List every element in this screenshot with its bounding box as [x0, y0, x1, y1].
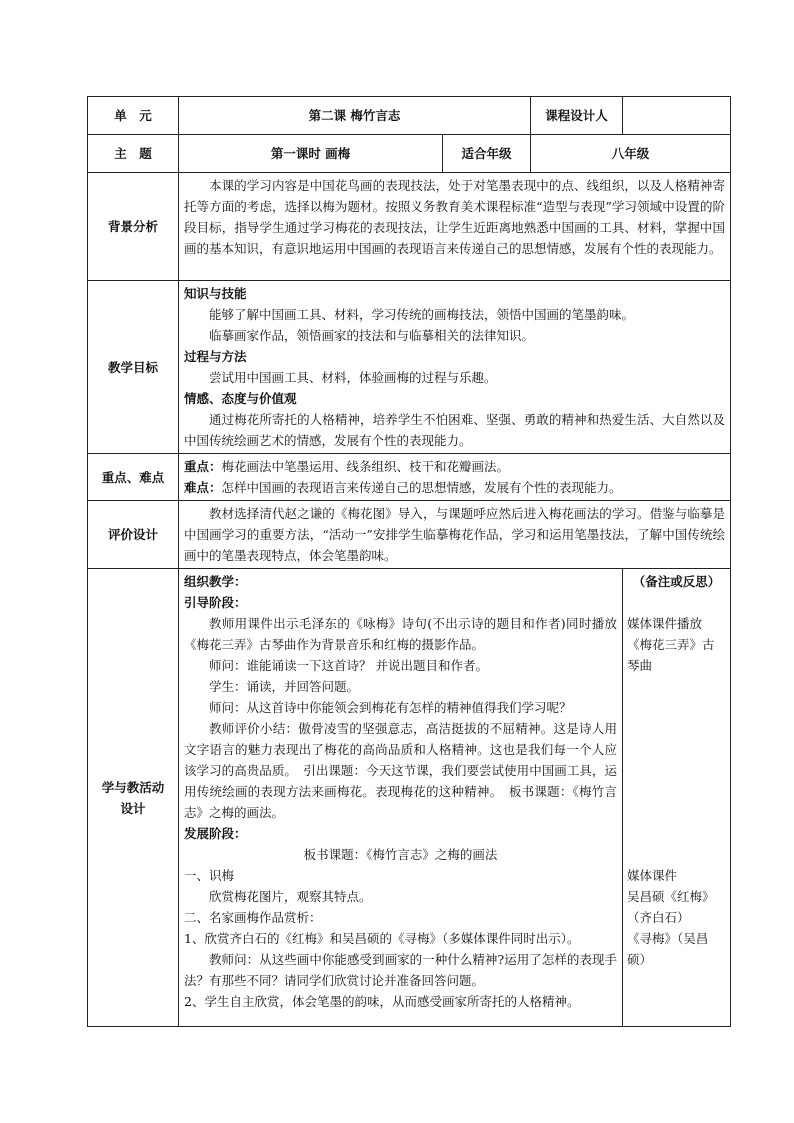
dev-board-title: 板书课题：《梅竹言志》之梅的画法	[303, 847, 498, 862]
background-row	[88, 173, 731, 281]
evaluation-label: 评价设计	[88, 501, 179, 569]
goals-cell	[179, 281, 731, 454]
organize-heading: 组织教学：	[184, 574, 247, 589]
keypoints-row	[88, 454, 731, 501]
dev-step-2: 二、名家画梅作品赏析：	[184, 910, 322, 925]
lead-paragraph-5: 教师评价小结：傲骨凌雪的坚强意志，高洁挺拔的不屈精神。这是诗人用文字语言的魅力表现出了梅花的高尚品质和人格精神。这也是我们每一个人应该学习的高贵品质。 引出课题：今天这节课，我们要尝试使用中国画工具，运用传统绘画的表现方法来画梅花。表现梅花的这种精神。 板书课题：《梅竹言志》之梅的画法。	[184, 721, 618, 820]
keypoint-1	[184, 456, 725, 477]
designer-value	[623, 97, 731, 135]
keypoints-cell	[179, 454, 731, 501]
lead-paragraph-3: 学生：诵读，并回答问题。	[209, 679, 360, 694]
goals-heading-attitude: 情感、态度与价值观	[184, 391, 297, 406]
goals-knowledge-2: 临摹画家作品，领悟画家的技法和与临摹相关的法律知识。	[209, 328, 535, 343]
notes-title: （备注或反思）	[632, 574, 721, 589]
unit-row	[88, 97, 731, 135]
topic-value: 第一课时 画梅	[179, 135, 443, 173]
dev-step-1: 一、识梅	[184, 868, 235, 883]
goals-process-1: 尝试用中国画工具、材料，体验画梅的过程与乐趣。	[209, 370, 497, 385]
goals-heading-knowledge: 知识与技能	[184, 286, 247, 301]
lesson-plan-table	[87, 96, 731, 1027]
activities-cell	[179, 569, 623, 1027]
activities-label	[88, 569, 179, 1027]
evaluation-text: 教材选择清代赵之谦的《梅花图》导入，与课题呼应然后进入梅花画法的学习。借鉴与临摹是中国画学习的重要方法，“活动一”安排学生临摹梅花作品，学习和运用笔墨技法，了解中国传统绘画中的笔墨表现特点，体会笔墨韵味。	[184, 506, 726, 563]
topic-row	[88, 135, 731, 173]
note-media-2-line1: 媒体课件	[627, 868, 678, 883]
lead-heading: 引导阶段：	[184, 595, 247, 610]
topic-label: 主 题	[88, 135, 179, 173]
grade-label: 适合年级	[443, 135, 531, 173]
note-media-2-line3: （齐白石）	[627, 910, 690, 925]
goals-knowledge-1: 能够了解中国画工具、材料，学习传统的画梅技法，领悟中国画的笔墨韵味。	[209, 307, 635, 322]
keypoint-2-head: 难点：	[184, 480, 222, 495]
background-text: 本课的学习内容是中国花鸟画的表现技法，处于对笔墨表现中的点、线组织，以及人格精神寄托等方面的考虑，选择以梅为题材。按照义务教育美术课程标准“造型与表现”学习领域中设置的阶段目标，指导学生通过学习梅花的表现技法，让学生近距离地熟悉中国画的工具、材料，掌握中国画的基本知识，有意识地运用中国画的表现语言来传递自己的思想情感，发展有个性的表现能力。	[184, 178, 726, 256]
keypoint-2-text: 怎样中国画的表现语言来传递自己的思想情感，发展有个性的表现能力。	[221, 480, 622, 495]
lead-paragraph-1: 教师用课件出示毛泽东的《咏梅》诗句(不出示诗的题目和作者)同时播放《梅花三弄》古琴曲作为背景音乐和红梅的摄影作品。	[184, 616, 618, 652]
goals-attitude-1: 通过梅花所寄托的人格精神，培养学生不怕困难、坚强、勇敢的精神和热爱生活、大自然以及中国传统绘画艺术的情感，发展有个性的表现能力。	[184, 412, 726, 448]
grade-value: 八年级	[531, 135, 731, 173]
dev-step-2-item-2: 2、学生自主欣赏，体会笔墨的韵味，从而感受画家所寄托的人格精神。	[184, 994, 580, 1009]
notes-cell	[623, 569, 731, 1027]
designer-label: 课程设计人	[531, 97, 623, 135]
goals-row	[88, 281, 731, 454]
note-media-1: 媒体课件播放《梅花三弄》古琴曲	[627, 616, 715, 673]
keypoint-2	[184, 477, 725, 498]
dev-step-2-question: 教师问：从这些画中你能感受到画家的一种什么精神?运用了怎样的表现手法？有那些不同？请同学们欣赏讨论并准备回答问题。	[184, 952, 618, 988]
goals-heading-process: 过程与方法	[184, 349, 247, 364]
lead-paragraph-4: 师问：从这首诗中你能领会到梅花有怎样的精神值得我们学习呢？	[209, 700, 572, 715]
evaluation-row	[88, 501, 731, 569]
lead-paragraph-2: 师问：谁能诵读一下这首诗？ 并说出题目和作者。	[209, 658, 488, 673]
background-cell	[179, 173, 731, 281]
dev-step-2-item-1: 1、欣赏齐白石的《红梅》和吴昌硕的《寻梅》（多媒体课件同时出示）。	[184, 931, 580, 946]
keypoint-1-head: 重点：	[184, 459, 222, 474]
keypoint-1-text: 梅花画法中笔墨运用、线条组织、枝干和花瓣画法。	[221, 459, 510, 474]
activities-label-line2: 设计	[120, 800, 146, 816]
goals-label: 教学目标	[88, 281, 179, 454]
dev-step-1-text: 欣赏梅花图片，观察其特点。	[209, 889, 372, 904]
activities-row	[88, 569, 731, 1027]
note-media-2-line2: 吴昌硕《红梅》	[627, 889, 715, 904]
note-media-2-line4: 《寻梅》（吴昌硕）	[627, 931, 709, 967]
keypoints-label: 重点、难点	[88, 454, 179, 501]
evaluation-cell	[179, 501, 731, 569]
dev-heading: 发展阶段：	[184, 826, 247, 841]
activities-label-line1: 学与教活动	[101, 779, 165, 795]
unit-value: 第二课 梅竹言志	[179, 97, 531, 135]
background-label: 背景分析	[88, 173, 179, 281]
unit-label: 单 元	[88, 97, 179, 135]
